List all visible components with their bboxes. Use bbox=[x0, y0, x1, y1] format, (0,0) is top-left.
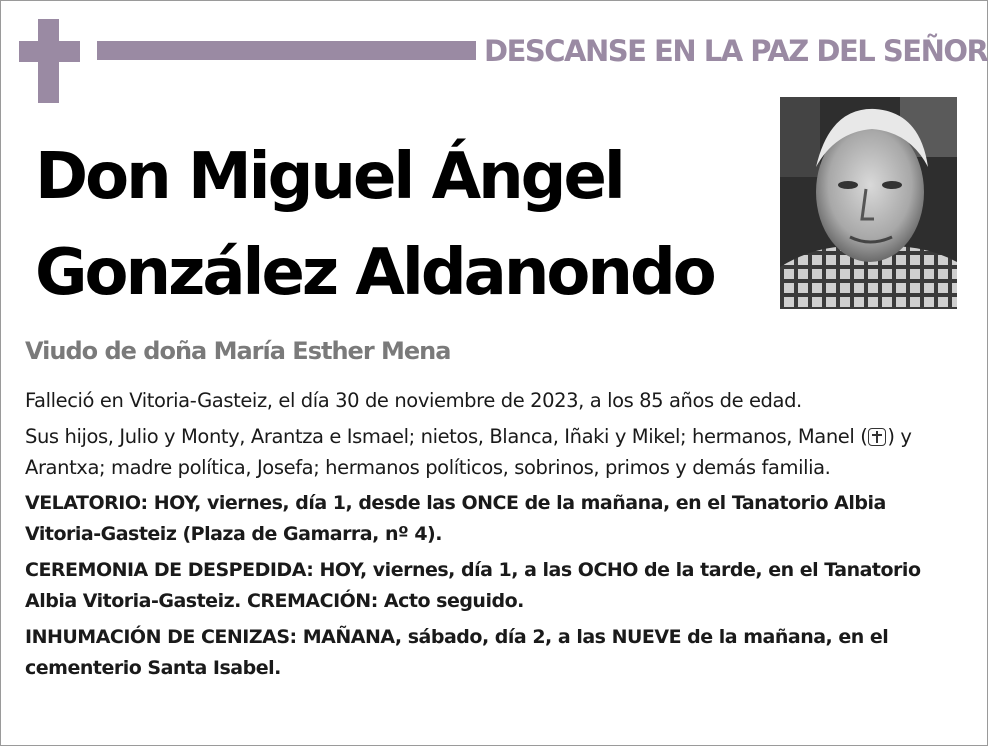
name-line-1: Don Miguel Ángel bbox=[35, 140, 623, 214]
name-line-2: González Aldanondo bbox=[35, 236, 714, 310]
portrait-photo bbox=[780, 97, 957, 309]
death-paragraph: Falleció en Vitoria-Gasteiz, el día 30 de noviembre de 2023, a los 85 años de edad. bbox=[25, 389, 802, 412]
deceased-cross-icon bbox=[868, 428, 886, 446]
velatorio-paragraph: VELATORIO: HOY, viernes, día 1, desde las ONCE de la mañana, en el Tanatorio Albia Vitoria-Gasteiz (Plaza de Gamarra, nº 4). bbox=[25, 492, 886, 545]
family-paragraph bbox=[25, 421, 955, 483]
cross-icon-horizontal bbox=[19, 41, 80, 62]
obituary-body bbox=[25, 385, 955, 689]
ceremonia-paragraph: CEREMONIA DE DESPEDIDA: HOY, viernes, día 1, a las OCHO de la tarde, en el Tanatorio Albia Vitoria-Gasteiz. CREMACIÓN: Acto seguido. bbox=[25, 559, 921, 612]
header-tagline: DESCANSE EN LA PAZ DEL SEÑOR bbox=[484, 34, 988, 68]
deceased-name bbox=[35, 129, 775, 321]
family-text-part2: ) y Arantxa; madre política, Josefa; hermanos políticos, sobrinos, primos y demás familia. bbox=[25, 425, 912, 479]
header-rule bbox=[97, 41, 476, 60]
inhumacion-paragraph: INHUMACIÓN DE CENIZAS: MAÑANA, sábado, día 2, a las NUEVE de la mañana, en el cementerio Santa Isabel. bbox=[25, 626, 889, 679]
family-text-part1: Sus hijos, Julio y Monty, Arantza e Ismael; nietos, Blanca, Iñaki y Mikel; hermanos, Manel ( bbox=[25, 425, 868, 448]
widow-subtitle: Viudo de doña María Esther Mena bbox=[25, 337, 451, 365]
